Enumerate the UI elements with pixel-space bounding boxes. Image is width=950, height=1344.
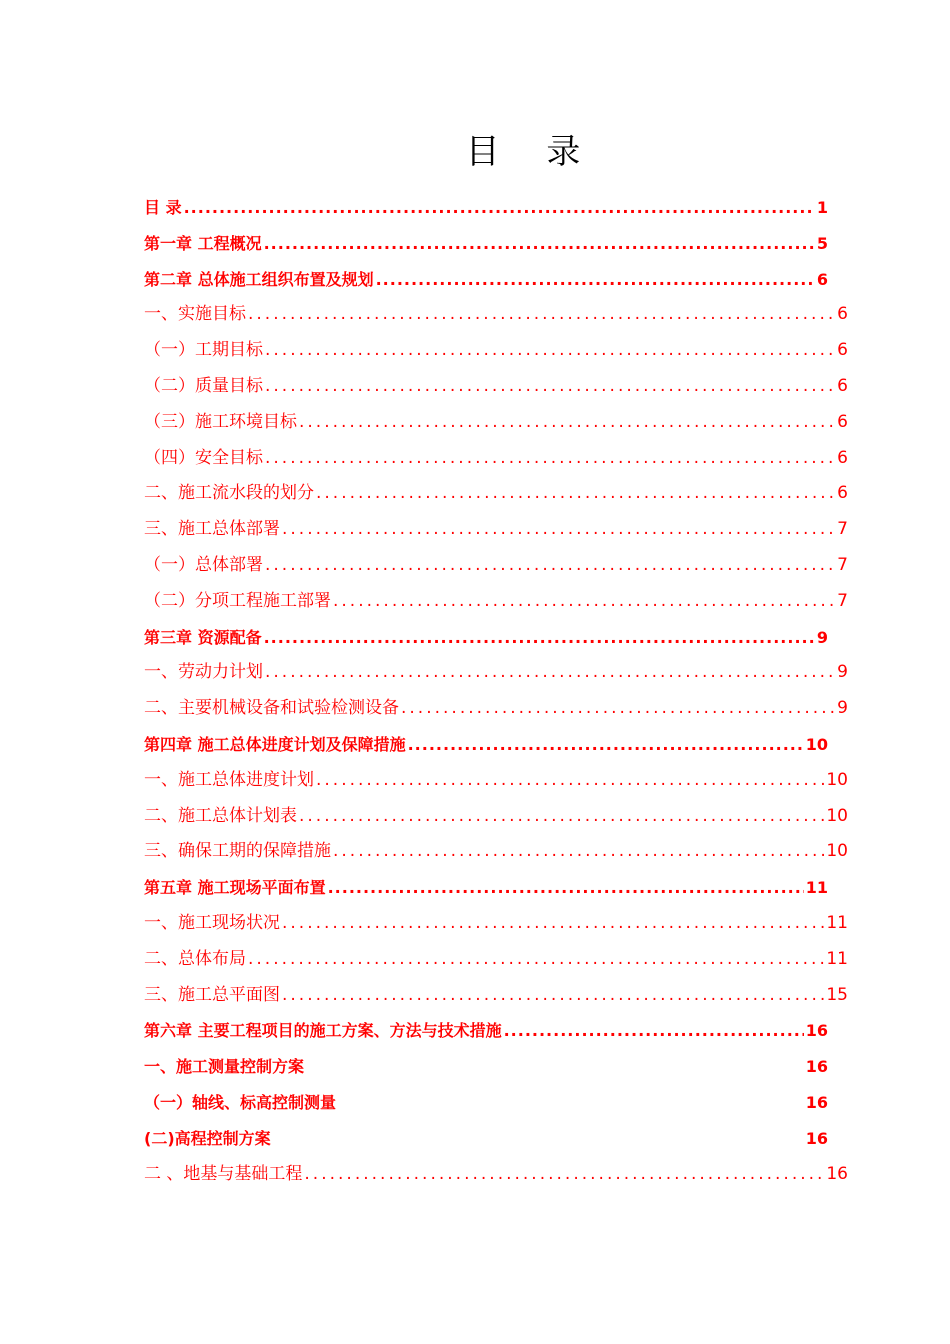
toc-entry-page-number: 10 — [805, 734, 828, 754]
toc-entry-page-number: 16 — [805, 1021, 828, 1041]
toc-entry-title: 三、施工总平面图 — [144, 984, 280, 1005]
toc-entry[interactable] — [144, 441, 848, 477]
toc-entry[interactable] — [144, 1121, 848, 1157]
toc-entry-title: 一、施工测量控制方案 — [144, 1057, 305, 1077]
toc-dot-leader — [248, 942, 824, 978]
toc-entry-title: 二、施工总体计划表 — [144, 805, 297, 826]
toc-entry[interactable] — [144, 655, 848, 691]
toc-entry-title: 目 录 — [144, 198, 182, 217]
toc-entry[interactable] — [144, 870, 848, 906]
toc-entry[interactable] — [144, 799, 848, 835]
toc-entry-page-number: 6 — [837, 411, 848, 432]
toc-entry-page-number: 5 — [816, 233, 828, 253]
toc-dot-leader — [265, 548, 835, 584]
toc-entry-page-number: 7 — [837, 519, 848, 540]
toc-entry-title: 一、施工总体进度计划 — [144, 769, 314, 790]
toc-entry[interactable] — [144, 906, 848, 942]
table-of-contents — [144, 190, 848, 1192]
toc-entry-page-number: 10 — [826, 769, 848, 790]
toc-dot-leader — [401, 691, 835, 727]
toc-dot-leader — [265, 369, 835, 405]
toc-entry[interactable] — [144, 262, 848, 298]
toc-entry[interactable] — [144, 512, 848, 548]
toc-dot-leader — [264, 226, 815, 262]
toc-entry-title: 三、施工总体部署 — [144, 519, 280, 540]
toc-entry[interactable] — [144, 834, 848, 870]
toc-dot-leader — [504, 1013, 804, 1049]
toc-dot-leader — [248, 297, 835, 333]
toc-entry-page-number: 10 — [826, 841, 848, 862]
toc-entry-page-number: 15 — [826, 984, 848, 1005]
toc-entry-page-number: 6 — [837, 304, 848, 325]
toc-entry-title: （一）工期目标 — [144, 340, 263, 361]
toc-entry-page-number: 6 — [837, 483, 848, 504]
toc-entry[interactable] — [144, 763, 848, 799]
toc-entry[interactable] — [144, 226, 848, 262]
toc-entry[interactable] — [144, 584, 848, 620]
toc-entry[interactable] — [144, 405, 848, 441]
toc-entry[interactable] — [144, 476, 848, 512]
toc-entry-page-number: 16 — [805, 1128, 828, 1148]
toc-entry-page-number: 10 — [826, 805, 848, 826]
toc-entry-title: （一）总体部署 — [144, 554, 263, 575]
page-title: 目 录 — [465, 132, 599, 172]
toc-dot-leader — [282, 512, 835, 548]
toc-entry-page-number: 11 — [826, 948, 848, 969]
toc-entry[interactable] — [144, 1085, 848, 1121]
toc-dot-leader — [184, 190, 815, 226]
toc-entry[interactable] — [144, 190, 848, 226]
toc-dot-leader — [316, 763, 824, 799]
toc-entry-page-number: 6 — [816, 269, 828, 289]
toc-dot-leader — [304, 1157, 824, 1193]
toc-dot-leader — [265, 441, 835, 477]
toc-dot-leader — [376, 262, 815, 298]
toc-entry[interactable] — [144, 1157, 848, 1193]
toc-entry-page-number: 9 — [837, 662, 848, 683]
toc-entry-title: 二、主要机械设备和试验检测设备 — [144, 698, 399, 719]
toc-entry[interactable] — [144, 369, 848, 405]
toc-entry-page-number: 7 — [837, 590, 848, 611]
toc-entry-title: （一）轴线、标高控制测量 — [144, 1092, 337, 1112]
toc-dot-leader — [265, 333, 835, 369]
toc-entry-page-number: 6 — [837, 375, 848, 396]
toc-entry-page-number: 6 — [837, 447, 848, 468]
toc-dot-leader — [316, 476, 835, 512]
toc-entry-title: 第二章 总体施工组织布置及规划 — [144, 269, 374, 289]
toc-entry-title: 一、施工现场状况 — [144, 912, 280, 933]
toc-entry-page-number: 11 — [826, 912, 848, 933]
toc-entry-page-number: 11 — [805, 878, 828, 898]
toc-entry[interactable] — [144, 333, 848, 369]
toc-dot-leader — [333, 834, 824, 870]
toc-entry[interactable] — [144, 942, 848, 978]
toc-entry-title: 第四章 施工总体进度计划及保障措施 — [144, 734, 406, 754]
toc-entry[interactable] — [144, 978, 848, 1014]
toc-entry-page-number: 9 — [837, 698, 848, 719]
toc-entry-page-number: 16 — [826, 1163, 848, 1184]
toc-entry-page-number: 6 — [837, 340, 848, 361]
toc-entry-title: 二、总体布局 — [144, 948, 246, 969]
toc-dot-leader — [328, 870, 804, 906]
toc-dot-leader — [265, 655, 835, 691]
toc-entry[interactable] — [144, 548, 848, 584]
toc-dot-leader — [282, 978, 824, 1014]
toc-entry-title: 第五章 施工现场平面布置 — [144, 878, 326, 898]
toc-entry-page-number: 16 — [805, 1057, 828, 1077]
toc-dot-leader — [299, 405, 835, 441]
toc-entry-title: （四）安全目标 — [144, 447, 263, 468]
toc-entry-title: （三）施工环境目标 — [144, 411, 297, 432]
toc-entry[interactable] — [144, 297, 848, 333]
toc-entry-title: （二）质量目标 — [144, 375, 263, 396]
toc-entry-title: 三、确保工期的保障措施 — [144, 841, 331, 862]
toc-entry-title: (二)高程控制方案 — [144, 1128, 271, 1148]
toc-dot-leader — [408, 727, 804, 763]
toc-entry-page-number: 1 — [816, 198, 828, 217]
toc-dot-leader — [299, 799, 824, 835]
toc-entry[interactable] — [144, 1013, 848, 1049]
toc-dot-leader — [264, 620, 815, 656]
toc-entry-page-number: 16 — [805, 1092, 828, 1112]
toc-entry[interactable] — [144, 691, 848, 727]
toc-entry-page-number: 9 — [816, 627, 828, 647]
toc-entry[interactable] — [144, 727, 848, 763]
toc-entry-title: 第一章 工程概况 — [144, 233, 262, 253]
toc-entry-page-number: 7 — [837, 554, 848, 575]
toc-entry-title: 二、施工流水段的划分 — [144, 483, 314, 504]
toc-dot-leader — [333, 584, 835, 620]
toc-entry-title: 第六章 主要工程项目的施工方案、方法与技术措施 — [144, 1021, 502, 1041]
toc-entry-title: 第三章 资源配备 — [144, 627, 262, 647]
toc-entry[interactable] — [144, 1049, 848, 1085]
toc-entry-title: 一、实施目标 — [144, 304, 246, 325]
toc-entry-title: 一、劳动力计划 — [144, 662, 263, 683]
toc-dot-leader — [282, 906, 824, 942]
toc-entry-title: 二 、地基与基础工程 — [144, 1163, 303, 1184]
toc-entry[interactable] — [144, 620, 848, 656]
toc-entry-title: （二）分项工程施工部署 — [144, 590, 331, 611]
